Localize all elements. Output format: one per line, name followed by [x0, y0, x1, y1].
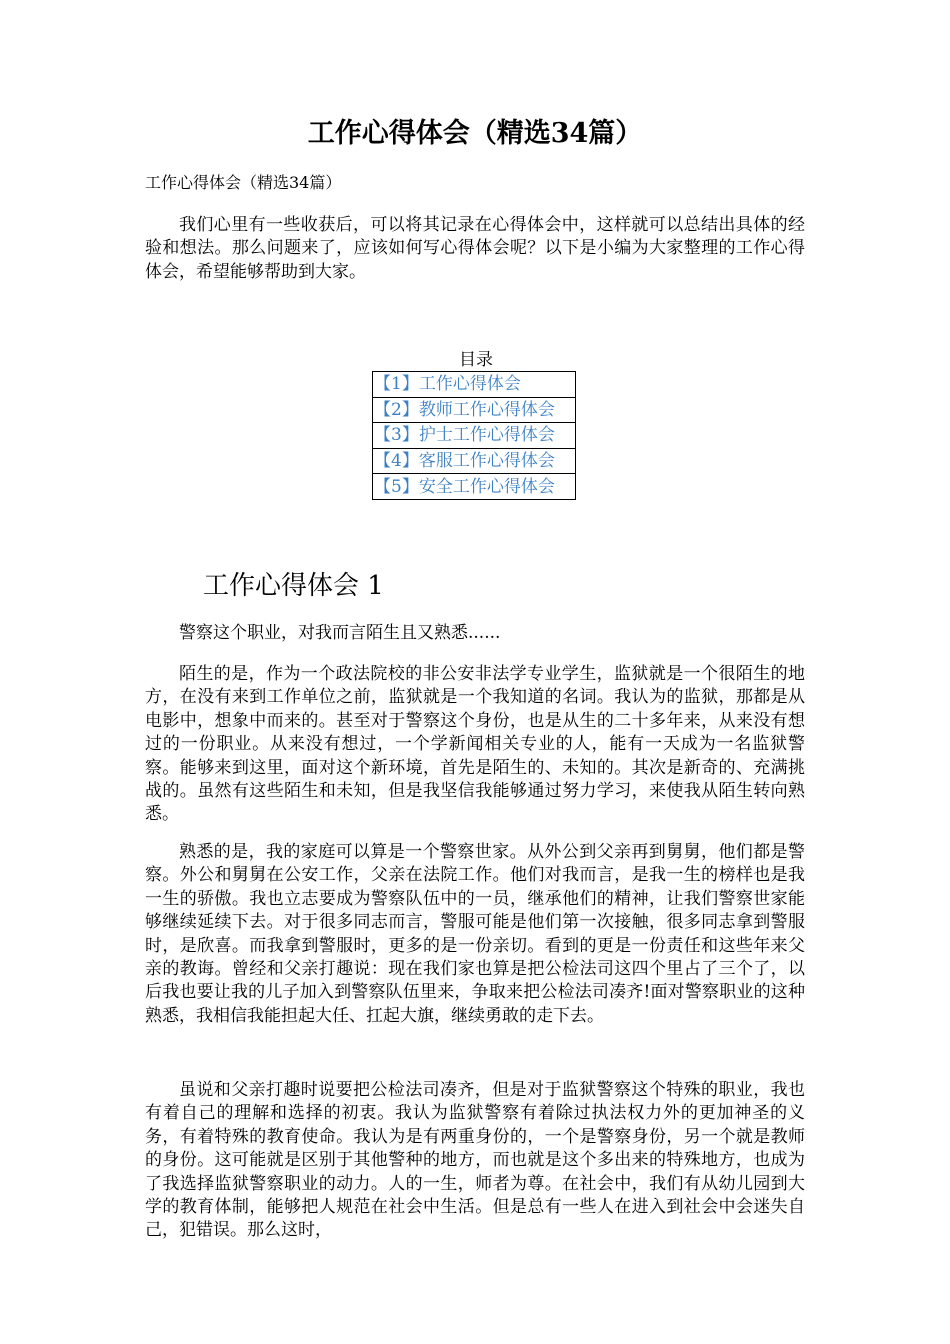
- toc-link-5[interactable]: 【5】安全工作心得体会: [374, 476, 555, 497]
- intro-paragraph: 我们心里有一些收获后，可以将其记录在心得体会中，这样就可以总结出具体的经验和想法。那么问题来了，应该如何写心得体会呢？以下是小编为大家整理的工作心得体会，希望能够帮助到大家。: [145, 215, 805, 282]
- section-paragraph-2: 陌生的是，作为一个政法院校的非公安非法学专业学生，监狱就是一个很陌生的地方，在没有来到工作单位之前，监狱就是一个我知道的名词。我认为的监狱，那都是从电影中，想象中而来的。甚至对于警察这个身份，也是从生的二十多年来，从来没有想过的一份职业。从来没有想过，一个学新闻相关专业的人，能有一天成为一名监狱警察。能够来到这里，面对这个新环境，首先是陌生的、未知的。其次是新奇的、充满挑战的。虽然有这些陌生和未知，但是我坚信我能够通过努力学习，来使我从陌生转向熟悉。: [145, 664, 805, 825]
- toc-row: [373, 372, 576, 398]
- toc-cell: [373, 423, 576, 449]
- document-title: 工作心得体会（精选34篇）: [307, 118, 643, 149]
- table-of-contents: [372, 371, 576, 500]
- section-heading-1: 工作心得体会 1: [203, 571, 384, 601]
- document-subtitle: 工作心得体会（精选34篇）: [145, 173, 342, 192]
- toc-cell: [373, 448, 576, 474]
- toc-link-2[interactable]: 【2】教师工作心得体会: [374, 399, 555, 420]
- toc-cell: [373, 397, 576, 423]
- toc-cell: [373, 474, 576, 500]
- toc-cell: [373, 372, 576, 398]
- toc-link-1[interactable]: 【1】工作心得体会: [374, 374, 521, 395]
- toc-row: [373, 397, 576, 423]
- toc-row: [373, 448, 576, 474]
- toc-caption: 目录: [459, 350, 493, 370]
- section-paragraph-4: 虽说和父亲打趣时说要把公检法司凑齐，但是对于监狱警察这个特殊的职业，我也有着自己的理解和选择的初衷。我认为监狱警察有着除过执法权力外的更加神圣的义务，有着特殊的教育使命。我认为是有两重身份的，一个是警察身份，另一个就是教师的身份。这可能就是区别于其他警种的地方，而也就是这个多出来的特殊地方，也成为了我选择监狱警察职业的动力。人的一生，师者为尊。在社会中，我们有从幼儿园到大学的教育体制，能够把人规范在社会中生活。但是总有一些人在进入到社会中会迷失自己，犯错误。那么这时，: [145, 1080, 805, 1241]
- toc-row: [373, 423, 576, 449]
- toc-link-3[interactable]: 【3】护士工作心得体会: [374, 425, 555, 446]
- section-paragraph-1: 警察这个职业，对我而言陌生且又熟悉......: [179, 623, 501, 643]
- toc-link-4[interactable]: 【4】客服工作心得体会: [374, 451, 555, 472]
- section-paragraph-3: 熟悉的是，我的家庭可以算是一个警察世家。从外公到父亲再到舅舅，他们都是警察。外公和舅舅在公安工作，父亲在法院工作。他们对我而言，是我一生的榜样也是我一生的骄傲。我也立志要成为警察队伍中的一员，继承他们的精神，让我们警察世家能够继续延续下去。对于很多同志而言，警服可能是他们第一次接触，很多同志拿到警服时，是欣喜。而我拿到警服时，更多的是一份亲切。看到的更是一份责任和这些年来父亲的教诲。曾经和父亲打趣说：现在我们家也算是把公检法司这四个里占了三个了，以后我也要让我的儿子加入到警察队伍里来，争取来把公检法司凑齐!面对警察职业的这种熟悉，我相信我能担起大任、扛起大旗，继续勇敢的走下去。: [145, 842, 805, 1026]
- toc-row: [373, 474, 576, 500]
